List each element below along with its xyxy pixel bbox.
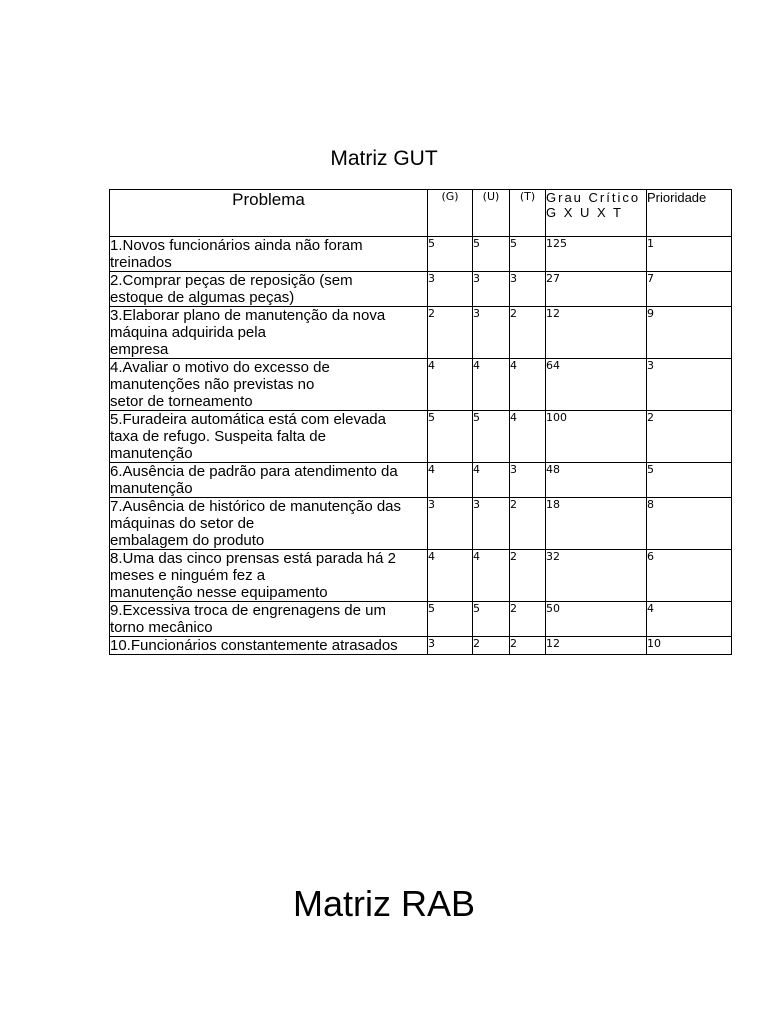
- cell-prioridade: 5: [647, 463, 732, 498]
- problema-line: 1.Novos funcionários ainda não foram: [110, 237, 363, 254]
- problema-line: máquina adquirida pela: [110, 324, 266, 341]
- cell-prioridade: 4: [647, 602, 732, 637]
- cell-problema: [110, 498, 428, 550]
- table-row: [110, 307, 732, 359]
- cell-grau-critico: 18: [546, 498, 647, 550]
- cell-gravidade: 2: [428, 307, 473, 359]
- cell-problema: [110, 602, 428, 637]
- cell-tendencia: 2: [510, 602, 546, 637]
- cell-prioridade: 6: [647, 550, 732, 602]
- cell-urgencia: 4: [473, 550, 510, 602]
- cell-tendencia: 2: [510, 307, 546, 359]
- cell-grau-critico: 50: [546, 602, 647, 637]
- table-row: [110, 498, 732, 550]
- table-row: [110, 272, 732, 307]
- problema-line: setor de torneamento: [110, 393, 253, 410]
- cell-grau-critico: 12: [546, 307, 647, 359]
- cell-tendencia: 2: [510, 550, 546, 602]
- header-prioridade: Prioridade: [647, 190, 732, 237]
- cell-problema: [110, 359, 428, 411]
- matriz-rab-title: Matriz RAB: [292, 883, 476, 924]
- table-body: [110, 237, 732, 655]
- problema-line: estoque de algumas peças): [110, 289, 295, 306]
- cell-grau-critico: 48: [546, 463, 647, 498]
- problema-line: 4.Avaliar o motivo do excesso de: [110, 359, 330, 376]
- cell-gravidade: 3: [428, 498, 473, 550]
- cell-urgencia: 3: [473, 498, 510, 550]
- problema-line: 9.Excessiva troca de engrenagens de um: [110, 602, 386, 619]
- table-header-row: [110, 190, 732, 237]
- cell-prioridade: 1: [647, 237, 732, 272]
- problema-line: manutenção: [110, 480, 193, 497]
- table-row: [110, 602, 732, 637]
- cell-gravidade: 5: [428, 411, 473, 463]
- problema-line: 10.Funcionários constantemente atrasados: [110, 637, 398, 654]
- problema-line: 5.Furadeira automática está com elevada: [110, 411, 386, 428]
- cell-problema: [110, 272, 428, 307]
- cell-prioridade: 10: [647, 637, 732, 655]
- header-urgencia: (U): [473, 190, 510, 237]
- cell-urgencia: 5: [473, 411, 510, 463]
- cell-grau-critico: 125: [546, 237, 647, 272]
- table-row: [110, 411, 732, 463]
- cell-gravidade: 3: [428, 637, 473, 655]
- problema-line: máquinas do setor de: [110, 515, 255, 532]
- problema-line: treinados: [110, 254, 172, 271]
- cell-urgencia: 4: [473, 359, 510, 411]
- cell-urgencia: 4: [473, 463, 510, 498]
- problema-line: meses e ninguém fez a: [110, 567, 266, 584]
- cell-grau-critico: 100: [546, 411, 647, 463]
- cell-problema: [110, 237, 428, 272]
- table-row: [110, 463, 732, 498]
- problema-line: 7.Ausência de histórico de manutenção das: [110, 498, 402, 515]
- matriz-gut-title: Matriz GUT: [330, 147, 438, 170]
- header-grau-critico-formula: G X U X T: [546, 205, 623, 220]
- cell-grau-critico: 64: [546, 359, 647, 411]
- header-gravidade: (G): [428, 190, 473, 237]
- cell-gravidade: 5: [428, 237, 473, 272]
- table-row: [110, 359, 732, 411]
- table-row: [110, 550, 732, 602]
- cell-prioridade: 3: [647, 359, 732, 411]
- cell-prioridade: 8: [647, 498, 732, 550]
- cell-problema: [110, 550, 428, 602]
- cell-problema: [110, 307, 428, 359]
- cell-tendencia: 4: [510, 411, 546, 463]
- problema-line: taxa de refugo. Suspeita falta de: [110, 428, 326, 445]
- header-grau-critico: [546, 190, 647, 237]
- cell-tendencia: 2: [510, 637, 546, 655]
- cell-urgencia: 2: [473, 637, 510, 655]
- problema-line: manutenção nesse equipamento: [110, 584, 328, 601]
- cell-urgencia: 3: [473, 272, 510, 307]
- cell-gravidade: 4: [428, 359, 473, 411]
- cell-grau-critico: 27: [546, 272, 647, 307]
- gut-matrix-table: [109, 189, 732, 655]
- problema-line: manutenções não previstas no: [110, 376, 315, 393]
- problema-line: 6.Ausência de padrão para atendimento da: [110, 463, 398, 480]
- cell-gravidade: 5: [428, 602, 473, 637]
- problema-line: torno mecânico: [110, 619, 213, 636]
- cell-urgencia: 5: [473, 237, 510, 272]
- header-grau-critico-label: Grau Crítico: [546, 190, 641, 205]
- cell-problema: [110, 411, 428, 463]
- problema-line: 3.Elaborar plano de manutenção da nova: [110, 307, 386, 324]
- cell-prioridade: 2: [647, 411, 732, 463]
- cell-urgencia: 5: [473, 602, 510, 637]
- problema-line: 2.Comprar peças de reposição (sem: [110, 272, 353, 289]
- problema-line: 8.Uma das cinco prensas está parada há 2: [110, 550, 397, 567]
- cell-tendencia: 3: [510, 272, 546, 307]
- cell-prioridade: 9: [647, 307, 732, 359]
- cell-urgencia: 3: [473, 307, 510, 359]
- cell-problema: [110, 463, 428, 498]
- problema-line: embalagem do produto: [110, 532, 265, 549]
- cell-prioridade: 7: [647, 272, 732, 307]
- cell-grau-critico: 32: [546, 550, 647, 602]
- cell-tendencia: 4: [510, 359, 546, 411]
- cell-gravidade: 4: [428, 463, 473, 498]
- cell-gravidade: 4: [428, 550, 473, 602]
- problema-line: empresa: [110, 341, 169, 358]
- problema-line: manutenção: [110, 445, 193, 462]
- header-tendencia: (T): [510, 190, 546, 237]
- table-row: [110, 637, 732, 655]
- cell-tendencia: 5: [510, 237, 546, 272]
- header-problema: Problema: [110, 190, 428, 237]
- cell-tendencia: 2: [510, 498, 546, 550]
- cell-grau-critico: 12: [546, 637, 647, 655]
- cell-problema: [110, 637, 428, 655]
- cell-tendencia: 3: [510, 463, 546, 498]
- table-row: [110, 237, 732, 272]
- cell-gravidade: 3: [428, 272, 473, 307]
